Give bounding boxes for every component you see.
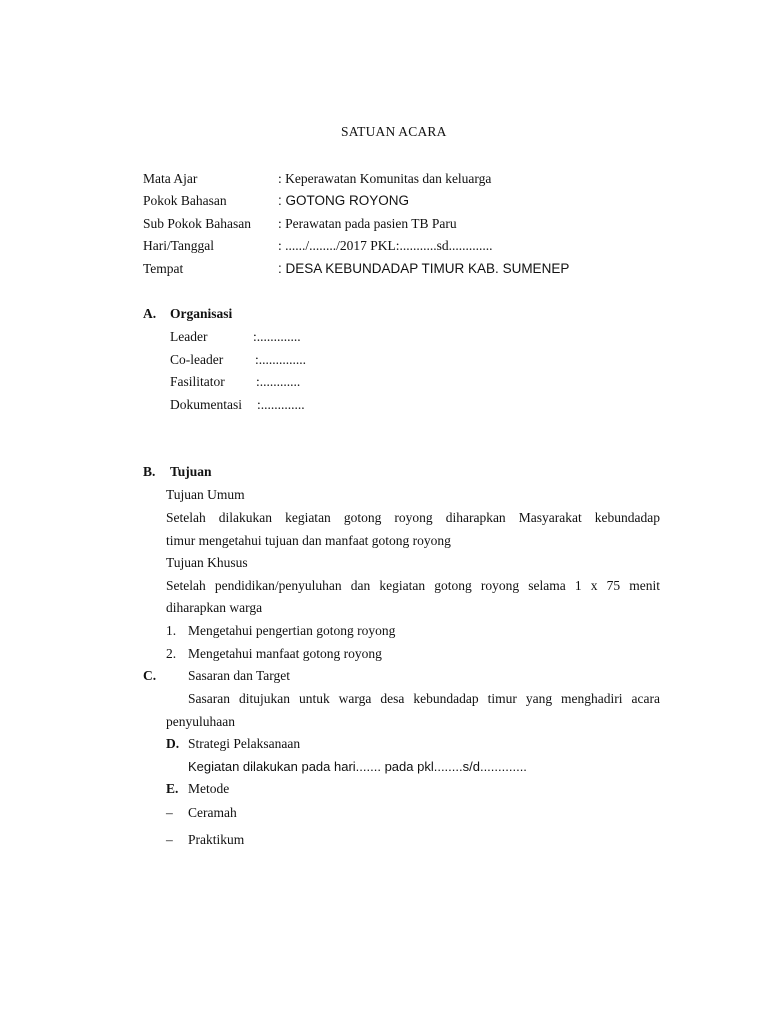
list-item-2-text: Mengetahui manfaat gotong royong [188, 646, 382, 661]
tujuan-khusus-heading: Tujuan Khusus [166, 555, 248, 570]
section-c-heading: Sasaran dan Target [188, 668, 291, 683]
tujuan-khusus-line-1: Setelah pendidikan/penyuluhan dan kegiatan gotong royong selama 1 x 75 menit [166, 578, 660, 593]
org-label-co-leader: Co-leader [170, 352, 224, 367]
metode-item-1-text: Ceramah [188, 805, 237, 820]
strategi-line-1: Kegiatan dilakukan pada hari....... pada pkl........s/d............. [188, 759, 527, 774]
info-value-sub-pokok-bahasan: : Perawatan pada pasien TB Paru [278, 216, 457, 231]
section-d-heading: Strategi Pelaksanaan [188, 736, 301, 751]
org-value-leader: :............. [253, 329, 301, 344]
tujuan-umum-line-1: Setelah dilakukan kegiatan gotong royong diharapkan Masyarakat kebundadap [166, 510, 660, 525]
info-label-tempat: Tempat [143, 261, 184, 276]
info-label-pokok-bahasan: Pokok Bahasan [143, 193, 227, 208]
org-value-co-leader: :.............. [255, 352, 307, 367]
org-label-leader: Leader [170, 329, 208, 344]
section-e-letter: E. [166, 781, 179, 796]
sasaran-line-2: penyuluhaan [166, 714, 235, 729]
metode-item-1-dash: – [166, 805, 173, 820]
info-label-mata-ajar: Mata Ajar [143, 171, 198, 186]
org-value-dokumentasi: :............. [257, 397, 305, 412]
section-b-heading: Tujuan [170, 464, 212, 479]
info-label-hari-tanggal: Hari/Tanggal [143, 238, 215, 253]
section-b-letter: B. [143, 464, 156, 479]
section-a-letter: A. [143, 306, 157, 321]
info-value-hari-tanggal: : ....../......../2017 PKL:...........sd............. [278, 238, 493, 253]
section-d-letter: D. [166, 736, 180, 751]
metode-item-2-text: Praktikum [188, 832, 245, 847]
sasaran-line-1: Sasaran ditujukan untuk warga desa kebundadap timur yang menghadiri acara [188, 691, 660, 706]
org-label-dokumentasi: Dokumentasi [170, 397, 242, 412]
org-label-fasilitator: Fasilitator [170, 374, 225, 389]
info-value-pokok-bahasan: : GOTONG ROYONG [278, 193, 410, 208]
info-value-tempat: : DESA KEBUNDADAP TIMUR KAB. SUMENEP [278, 261, 570, 276]
tujuan-umum-heading: Tujuan Umum [166, 487, 245, 502]
section-c-letter: C. [143, 668, 157, 683]
section-e-heading: Metode [188, 781, 230, 796]
info-value-mata-ajar: : Keperawatan Komunitas dan keluarga [278, 171, 492, 186]
section-a-heading: Organisasi [170, 306, 233, 321]
info-label-sub-pokok-bahasan: Sub Pokok Bahasan [143, 216, 251, 231]
list-item-1-text: Mengetahui pengertian gotong royong [188, 623, 396, 638]
document-title: SATUAN ACARA [341, 124, 447, 139]
metode-item-2-dash: – [166, 832, 173, 847]
tujuan-umum-line-2: timur mengetahui tujuan dan manfaat gotong royong [166, 533, 451, 548]
list-item-1-number: 1. [166, 623, 177, 638]
org-value-fasilitator: :............ [256, 374, 301, 389]
tujuan-khusus-line-2: diharapkan warga [166, 600, 263, 615]
list-item-2-number: 2. [166, 646, 177, 661]
